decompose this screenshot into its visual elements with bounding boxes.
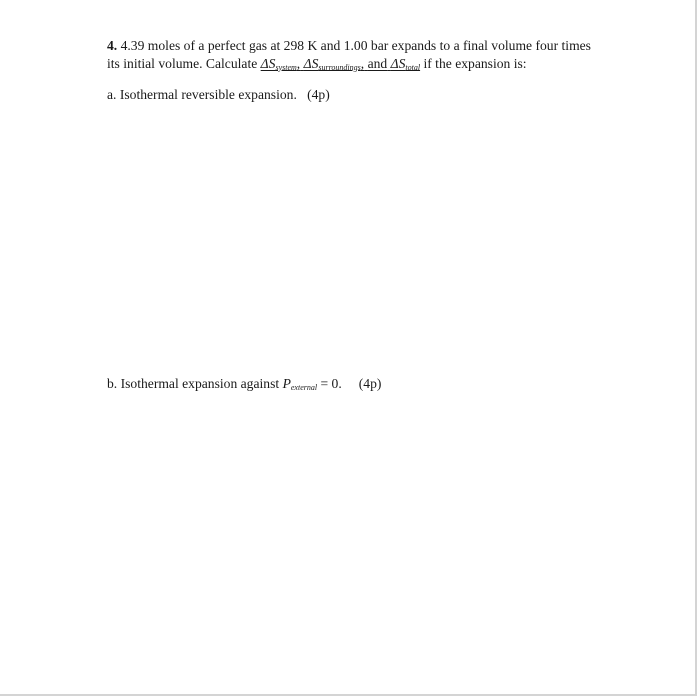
pressure-external: $P_{external}$ [282, 376, 318, 392]
question-text-prefix: its initial volume. Calculate [107, 56, 258, 71]
part-a-points: (4p) [307, 87, 330, 102]
part-b-text: b. Isothermal expansion against [107, 376, 280, 391]
entropy-terms: $\Delta S_{system}$, $\Delta S_{surroundings}$, and $\Delta S_{total}$ [260, 56, 421, 72]
delta-s-surroundings: $\Delta S_{surroundings}$ [303, 56, 361, 72]
question-line-2 [107, 56, 527, 72]
delta-s-total: $\Delta S_{total}$ [390, 56, 421, 72]
part-b [107, 376, 381, 392]
question-text-line-1: 4.39 moles of a perfect gas at 298 K and 1.00 bar expands to a final volume four times [120, 38, 591, 53]
part-b-points: (4p) [358, 376, 382, 391]
and-word: and [367, 56, 388, 71]
delta-s-system: $\Delta S_{system}$ [260, 56, 297, 72]
question-text-suffix: if the expansion is: [423, 56, 527, 71]
question-line-1 [107, 38, 591, 54]
pressure-equals: = 0. [317, 376, 342, 391]
part-a [107, 87, 330, 103]
part-a-text: a. Isothermal reversible expansion. [107, 87, 297, 102]
question-number: 4. [107, 38, 118, 53]
